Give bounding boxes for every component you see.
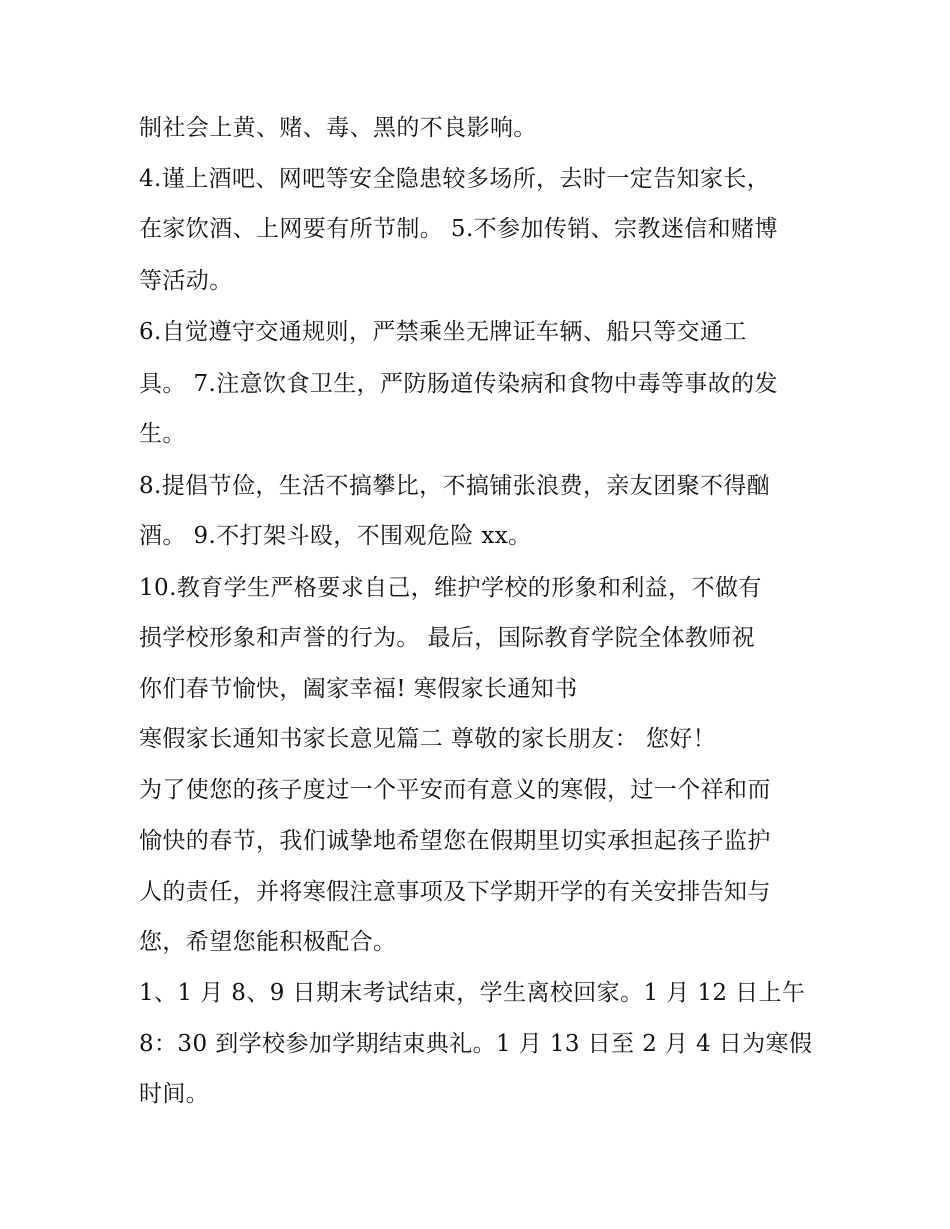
text-line: 人的责任，并将寒假注意事项及下学期开学的有关安排告知与 [139, 879, 771, 905]
text-line: 等活动。 [139, 268, 233, 294]
text-line: 在家饮酒、上网要有所节制。 5.不参加传销、宗教迷信和赌博 [139, 216, 778, 242]
text-line: 你们春节愉快，阖家幸福! 寒假家长通知书 [139, 676, 578, 702]
text-line: 时间。 [139, 1081, 210, 1107]
text-line: 6.自觉遵守交通规则，严禁乘坐无牌证车辆、船只等交通工 [139, 319, 747, 345]
text-line: 8：30 到学校参加学期结束典礼。1 月 13 日至 2 月 4 日为寒假 [139, 1031, 813, 1057]
text-line: 10.教育学生严格要求自己，维护学校的形象和利益，不做有 [139, 575, 762, 601]
text-line: 为了使您的孩子度过一个平安而有意义的寒假，过一个祥和而 [139, 777, 771, 803]
text-line: 4.谨上酒吧、网吧等安全隐患较多场所，去时一定告知家长， [139, 166, 771, 192]
text-line: 愉快的春节，我们诚挚地希望您在假期里切实承担起孩子监护 [139, 828, 771, 854]
text-line: 寒假家长通知书家长意见篇二 尊敬的家长朋友： 您好！ [139, 726, 717, 752]
text-line: 生。 [139, 421, 186, 447]
text-line: 您，希望您能积极配合。 [139, 929, 397, 955]
text-line: 1、1 月 8、9 日期末考试结束，学生离校回家。1 月 12 日上午 [139, 980, 806, 1006]
text-line: 具。 7.注意饮食卫生，严防肠道传染病和食物中毒等事故的发 [139, 371, 778, 397]
text-line: 制社会上黄、赌、毒、黑的不良影响。 [139, 115, 537, 141]
text-line: 8.提倡节俭，生活不搞攀比，不搞铺张浪费，亲友团聚不得酗 [139, 473, 771, 499]
text-line: 酒。 9.不打架斗殴，不围观危险 xx。 [139, 523, 532, 549]
text-line: 损学校形象和声誉的行为。 最后，国际教育学院全体教师祝 [139, 625, 756, 651]
